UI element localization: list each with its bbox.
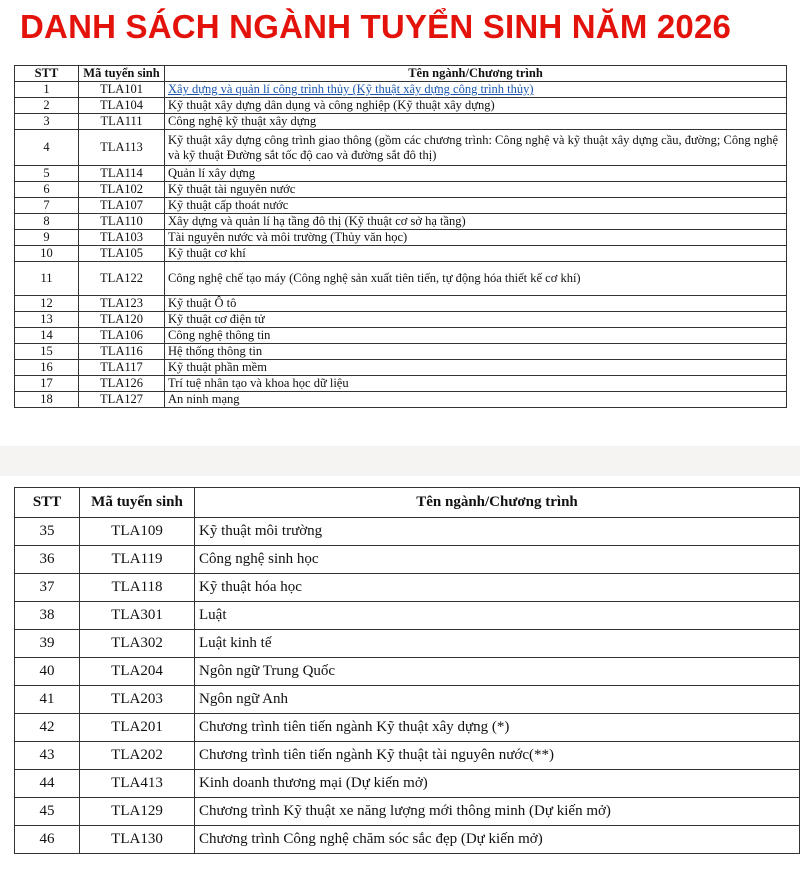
row-name: Kỹ thuật môi trường <box>195 518 800 546</box>
row-name: Luật kinh tế <box>195 630 800 658</box>
row-stt: 9 <box>15 230 79 246</box>
row-name: Công nghệ kỹ thuật xây dựng <box>165 114 787 130</box>
table-row <box>15 714 800 742</box>
row-code: TLA106 <box>79 328 165 344</box>
row-code: TLA203 <box>80 686 195 714</box>
header-code: Mã tuyển sinh <box>79 66 165 82</box>
row-name: Luật <box>195 602 800 630</box>
row-code: TLA123 <box>79 296 165 312</box>
table-row <box>15 344 787 360</box>
row-stt: 45 <box>15 798 80 826</box>
row-stt: 17 <box>15 376 79 392</box>
table-header-row <box>15 66 787 82</box>
row-code: TLA204 <box>80 658 195 686</box>
table-row <box>15 574 800 602</box>
row-stt: 39 <box>15 630 80 658</box>
row-stt: 16 <box>15 360 79 376</box>
row-stt: 15 <box>15 344 79 360</box>
row-stt: 7 <box>15 198 79 214</box>
row-stt: 44 <box>15 770 80 798</box>
row-stt: 46 <box>15 826 80 854</box>
row-code: TLA413 <box>80 770 195 798</box>
table-row <box>15 630 800 658</box>
row-code: TLA109 <box>80 518 195 546</box>
table-row <box>15 312 787 328</box>
table-row <box>15 742 800 770</box>
table-row <box>15 546 800 574</box>
table-row <box>15 98 787 114</box>
row-name: Kinh doanh thương mại (Dự kiến mở) <box>195 770 800 798</box>
row-code: TLA117 <box>79 360 165 376</box>
row-stt: 4 <box>15 130 79 166</box>
table-row <box>15 360 787 376</box>
row-name: Chương trình tiên tiến ngành Kỹ thuật tài nguyên nước(**) <box>195 742 800 770</box>
row-code: TLA118 <box>80 574 195 602</box>
table-row <box>15 392 787 408</box>
table-row <box>15 602 800 630</box>
row-name: Chương trình tiên tiến ngành Kỹ thuật xây dựng (*) <box>195 714 800 742</box>
table-row <box>15 518 800 546</box>
table-row <box>15 214 787 230</box>
row-name: Kỹ thuật hóa học <box>195 574 800 602</box>
row-name: An ninh mạng <box>165 392 787 408</box>
row-code: TLA102 <box>79 182 165 198</box>
table-row <box>15 198 787 214</box>
row-code: TLA116 <box>79 344 165 360</box>
table-row <box>15 376 787 392</box>
row-code: TLA127 <box>79 392 165 408</box>
row-name: Kỹ thuật cơ điện tử <box>165 312 787 328</box>
table-row <box>15 658 800 686</box>
row-code: TLA101 <box>79 82 165 98</box>
row-code: TLA110 <box>79 214 165 230</box>
table-row <box>15 82 787 98</box>
row-stt: 12 <box>15 296 79 312</box>
row-stt: 18 <box>15 392 79 408</box>
header-name: Tên ngành/Chương trình <box>165 66 787 82</box>
row-code: TLA105 <box>79 246 165 262</box>
row-code: TLA302 <box>80 630 195 658</box>
table-row <box>15 166 787 182</box>
row-code: TLA111 <box>79 114 165 130</box>
row-name: Kỹ thuật cơ khí <box>165 246 787 262</box>
row-name: Chương trình Công nghệ chăm sóc sắc đẹp (Dự kiến mở) <box>195 826 800 854</box>
section-divider <box>0 446 800 476</box>
program-table-1 <box>14 65 787 408</box>
row-stt: 35 <box>15 518 80 546</box>
row-stt: 14 <box>15 328 79 344</box>
row-code: TLA119 <box>80 546 195 574</box>
row-name: Công nghệ chế tạo máy (Công nghệ sản xuất tiên tiến, tự động hóa thiết kế cơ khí) <box>165 262 787 296</box>
table-row <box>15 686 800 714</box>
row-code: TLA107 <box>79 198 165 214</box>
row-name: Kỹ thuật Ô tô <box>165 296 787 312</box>
row-name: Công nghệ thông tin <box>165 328 787 344</box>
row-code: TLA113 <box>79 130 165 166</box>
row-stt: 36 <box>15 546 80 574</box>
header-name: Tên ngành/Chương trình <box>195 488 800 518</box>
row-name: Kỹ thuật phần mềm <box>165 360 787 376</box>
row-stt: 2 <box>15 98 79 114</box>
row-stt: 41 <box>15 686 80 714</box>
row-stt: 11 <box>15 262 79 296</box>
row-name: Trí tuệ nhân tạo và khoa học dữ liệu <box>165 376 787 392</box>
row-stt: 42 <box>15 714 80 742</box>
row-code: TLA201 <box>80 714 195 742</box>
row-name: Tài nguyên nước và môi trường (Thủy văn học) <box>165 230 787 246</box>
table-row <box>15 328 787 344</box>
table-row <box>15 262 787 296</box>
program-table-2 <box>14 487 800 854</box>
row-code: TLA130 <box>80 826 195 854</box>
table-row <box>15 770 800 798</box>
header-code: Mã tuyển sinh <box>80 488 195 518</box>
row-stt: 8 <box>15 214 79 230</box>
table-row <box>15 798 800 826</box>
table-row <box>15 296 787 312</box>
header-stt: STT <box>15 488 80 518</box>
row-code: TLA122 <box>79 262 165 296</box>
row-name <box>165 82 787 98</box>
row-name: Ngôn ngữ Trung Quốc <box>195 658 800 686</box>
row-name: Kỹ thuật xây dựng dân dụng và công nghiệp (Kỹ thuật xây dựng) <box>165 98 787 114</box>
row-stt: 6 <box>15 182 79 198</box>
page-title: DANH SÁCH NGÀNH TUYỂN SINH NĂM 2026 <box>20 8 732 45</box>
row-name: Kỹ thuật tài nguyên nước <box>165 182 787 198</box>
table-row <box>15 246 787 262</box>
header-stt: STT <box>15 66 79 82</box>
row-stt: 40 <box>15 658 80 686</box>
row-code: TLA126 <box>79 376 165 392</box>
table-row <box>15 230 787 246</box>
row-name: Chương trình Kỹ thuật xe năng lượng mới thông minh (Dự kiến mở) <box>195 798 800 826</box>
row-stt: 13 <box>15 312 79 328</box>
table-row <box>15 114 787 130</box>
row-code: TLA202 <box>80 742 195 770</box>
row-code: TLA129 <box>80 798 195 826</box>
table-row <box>15 826 800 854</box>
row-code: TLA301 <box>80 602 195 630</box>
row-stt: 5 <box>15 166 79 182</box>
row-code: TLA104 <box>79 98 165 114</box>
row-code: TLA114 <box>79 166 165 182</box>
row-code: TLA120 <box>79 312 165 328</box>
row-code: TLA103 <box>79 230 165 246</box>
row-stt: 43 <box>15 742 80 770</box>
program-link[interactable]: Xây dựng và quản lí công trình thủy (Kỹ thuật xây dựng công trình thủy) <box>168 82 534 96</box>
row-stt: 38 <box>15 602 80 630</box>
table-header-row <box>15 488 800 518</box>
row-name: Xây dựng và quản lí hạ tầng đô thị (Kỹ thuật cơ sở hạ tầng) <box>165 214 787 230</box>
row-name: Hệ thống thông tin <box>165 344 787 360</box>
row-name: Công nghệ sinh học <box>195 546 800 574</box>
row-name: Quản lí xây dựng <box>165 166 787 182</box>
row-name: Ngôn ngữ Anh <box>195 686 800 714</box>
row-name: Kỹ thuật xây dựng công trình giao thông (gồm các chương trình: Công nghệ và kỹ thuật xây dựng cầu, đường; Công nghệ và kỹ thuật Đường sắt tốc độ cao và đường sắt đô thị) <box>165 130 787 166</box>
table-row <box>15 130 787 166</box>
row-stt: 37 <box>15 574 80 602</box>
row-stt: 10 <box>15 246 79 262</box>
row-stt: 3 <box>15 114 79 130</box>
row-stt: 1 <box>15 82 79 98</box>
row-name: Kỹ thuật cấp thoát nước <box>165 198 787 214</box>
table-row <box>15 182 787 198</box>
